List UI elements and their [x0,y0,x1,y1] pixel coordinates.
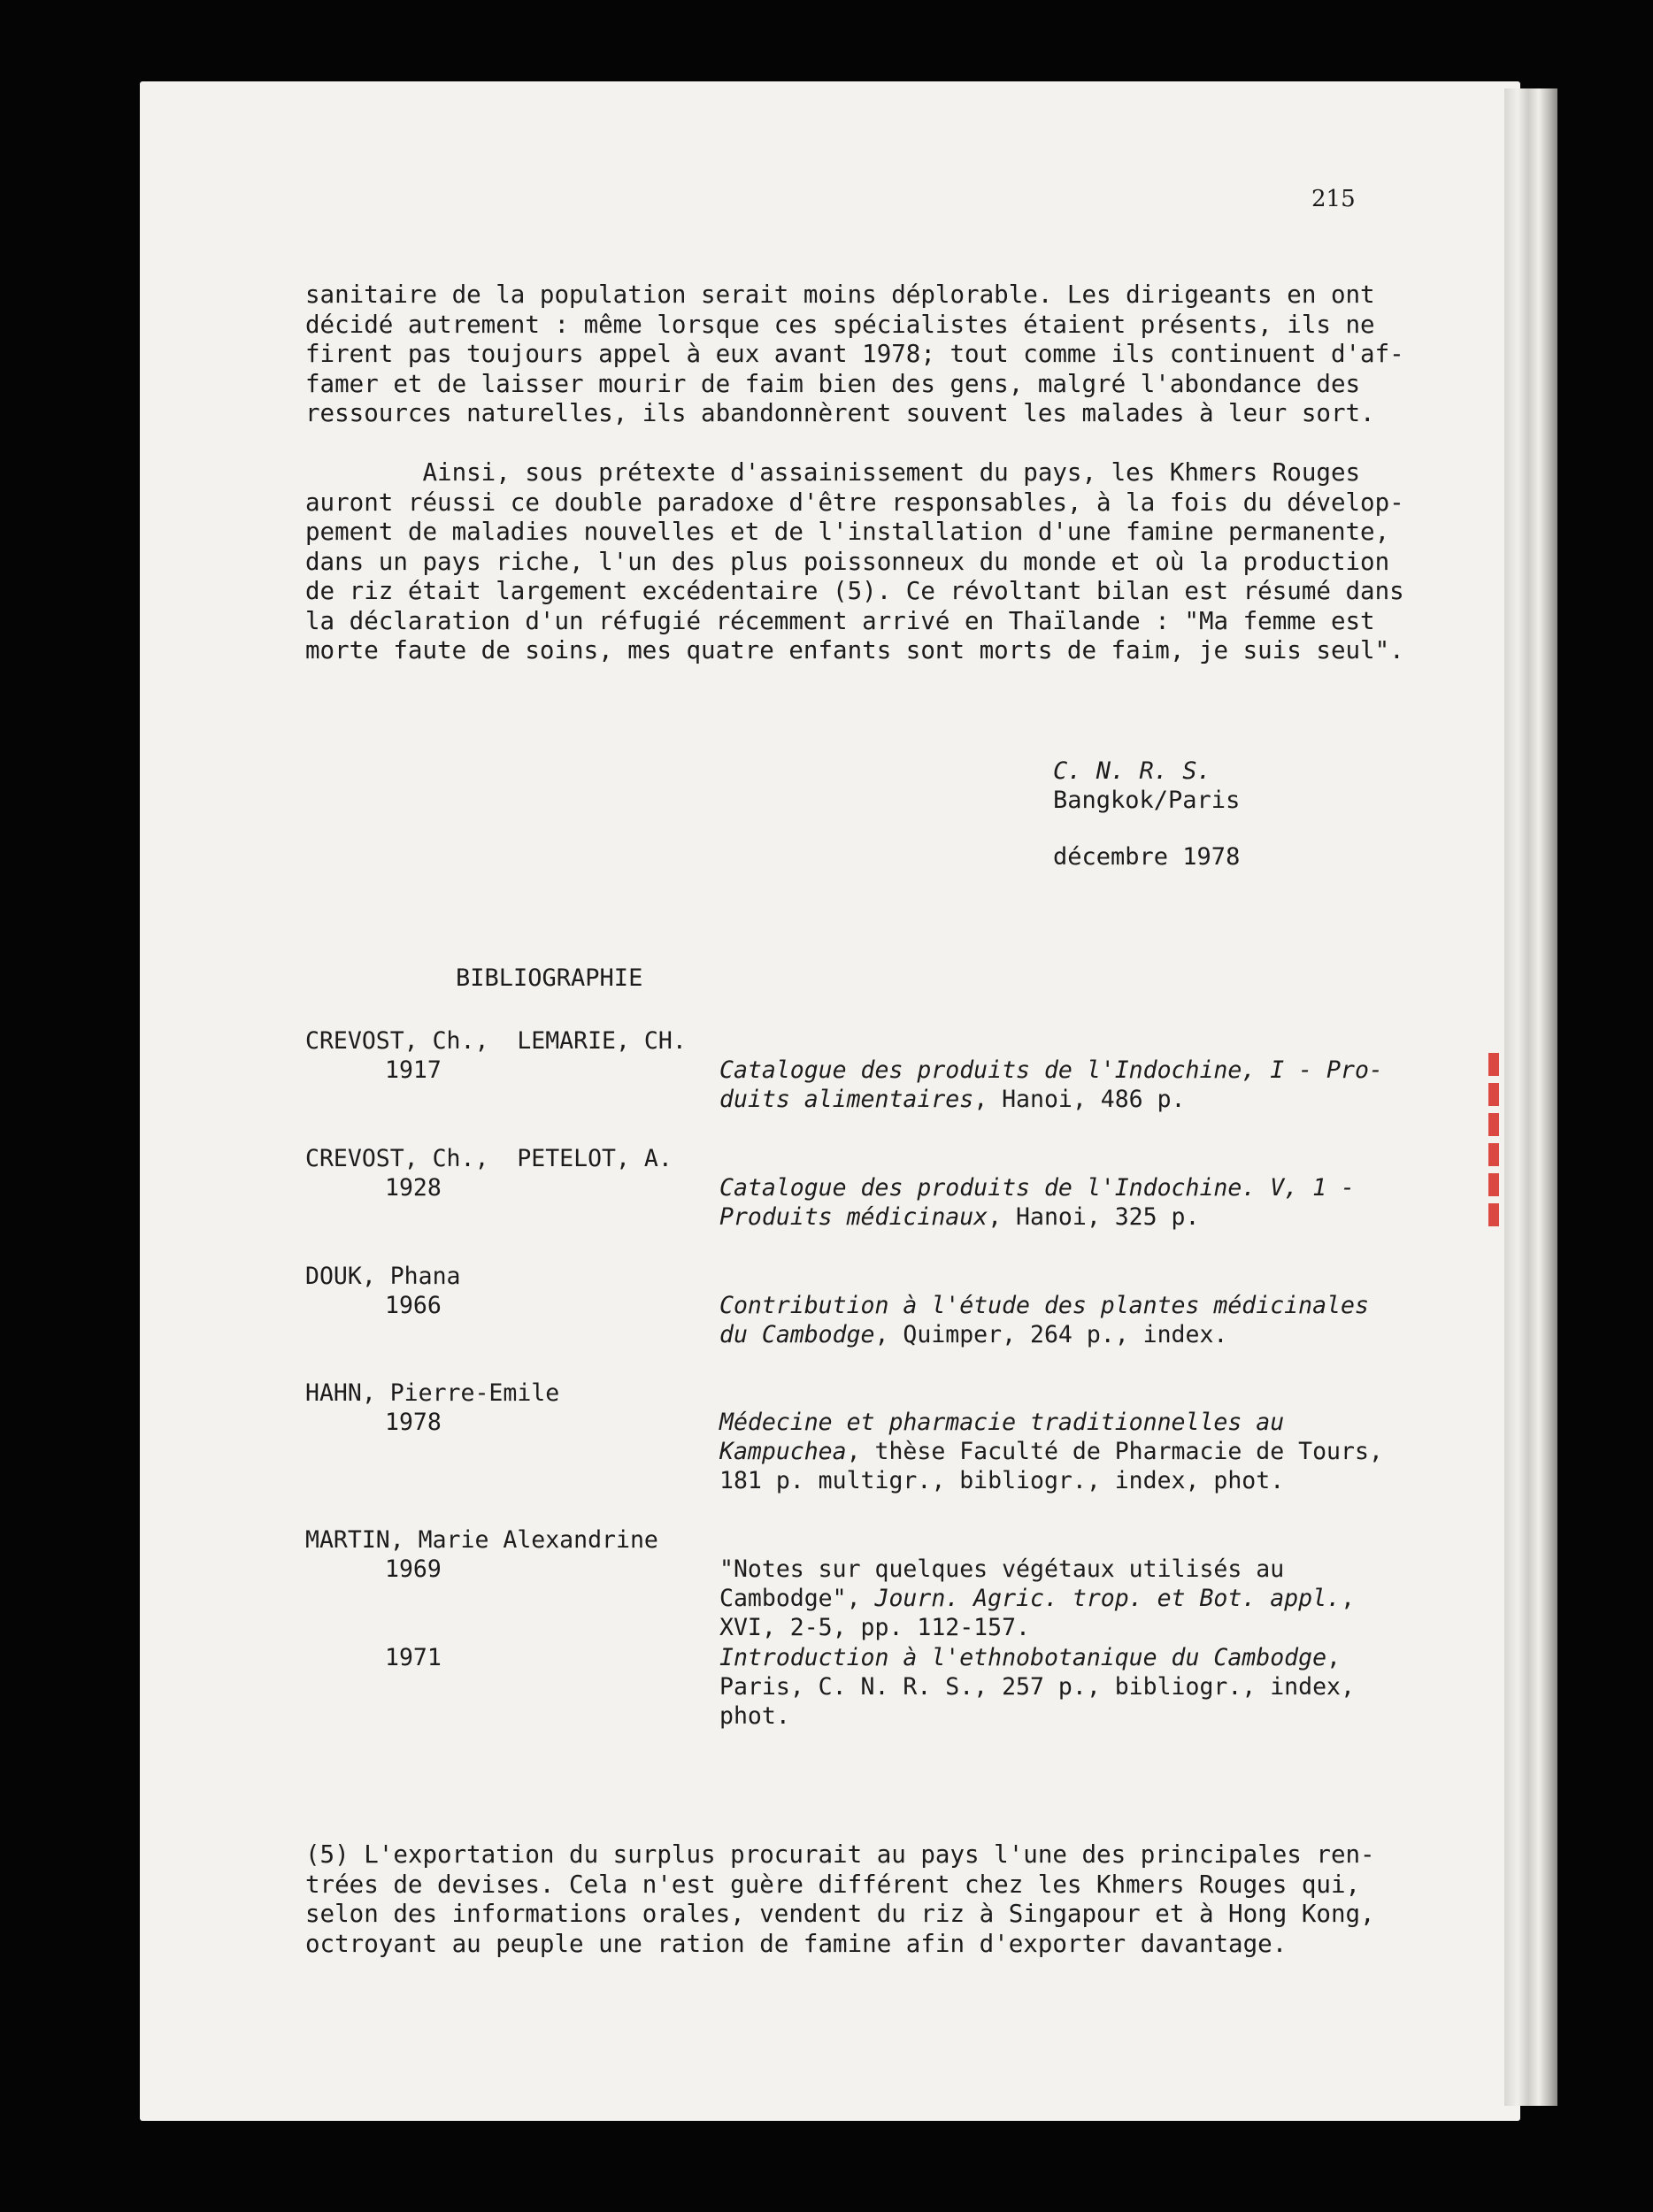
reference-line [719,1056,1419,1085]
body-paragraph-1 [305,280,1407,429]
footnote [305,1840,1407,1959]
entry-year: 1966 [385,1292,442,1319]
paragraph-line: pement de maladies nouvelles et de l'installation d'une famine permanente, [305,518,1390,546]
paragraph-line: famer et de laisser mourir de faim bien des gens, malgré l'abondance des [305,369,1361,398]
entry-year: 1969 [385,1555,442,1583]
entry-year: 1978 [385,1409,442,1436]
reference-text: , Hanoi, 325 p. [988,1203,1200,1231]
reference-line [719,1584,1419,1613]
page-stack-edge [1504,88,1557,2106]
paragraph-line: dans un pays riche, l'un des plus poissonneux du monde et où la production [305,547,1390,576]
bibliography-title: BIBLIOGRAPHIE [456,964,643,992]
reference-italic-text: duits alimentaires [719,1086,974,1113]
reference-line [719,1202,1419,1232]
reference-line [719,1437,1419,1466]
reference-text: 181 p. multigr., bibliogr., index, phot. [719,1467,1285,1494]
signature-org: C. N. R. S. [1053,757,1211,785]
reference-text: , Quimper, 264 p., index. [874,1321,1228,1348]
entry-author: MARTIN, Marie Alexandrine [305,1526,658,1554]
reference-italic-text: Médecine et pharmacie traditionnelles au [719,1409,1285,1436]
reference-text: phot. [719,1702,790,1730]
footnote-line: (5) L'exportation du surplus procurait au pays l'une des principales ren- [305,1840,1375,1869]
paragraph-line: morte faute de soins, mes quatre enfants sont morts de faim, je suis seul". [305,636,1404,664]
reference-line [719,1291,1419,1320]
reference-italic-text: Catalogue des produits de l'Indochine. V, 1 - [719,1174,1355,1202]
paragraph-line: décidé autrement : même lorsque ces spécialistes étaient présents, ils ne [305,310,1375,339]
entry-reference [719,1555,1419,1642]
reference-text: Cambodge", [719,1585,875,1612]
paragraph-line: sanitaire de la population serait moins déplorable. Les dirigeants en ont [305,280,1375,309]
page-number: 215 [1311,186,1356,212]
reference-italic-text: Kampuchea [719,1438,847,1465]
paragraph-line: auront réussi ce double paradoxe d'être responsables, à la fois du dévelop- [305,488,1404,517]
entry-reference [719,1291,1419,1349]
reference-line [719,1613,1419,1642]
entry-author: DOUK, Phana [305,1263,461,1290]
footnote-line: trées de devises. Cela n'est guère différent chez les Khmers Rouges qui, [305,1870,1361,1899]
footnote-line: selon des informations orales, vendent du riz à Singapour et à Hong Kong, [305,1900,1375,1928]
reference-line [719,1555,1419,1584]
reference-line [719,1320,1419,1349]
signature-date: décembre 1978 [1053,843,1241,871]
entry-reference [719,1408,1419,1495]
entry-year: 1971 [385,1644,442,1671]
reference-text: "Notes sur quelques végétaux utilisés au [719,1555,1285,1583]
reference-text: , Hanoi, 486 p. [973,1086,1186,1113]
reference-italic-text: Contribution à l'étude des plantes médicinales [719,1292,1369,1319]
reference-text: XVI, 2-5, pp. 112-157. [719,1614,1030,1641]
entry-reference [719,1056,1419,1114]
reference-italic-text: Journ. Agric. trop. et Bot. appl. [874,1585,1341,1612]
reference-text: , [1326,1644,1342,1671]
reference-italic-text: Introduction à l'ethnobotanique du Cambodge [719,1644,1327,1671]
paragraph-line: Ainsi, sous prétexte d'assainissement du pays, les Khmers Rouges [305,458,1361,487]
entry-author: HAHN, Pierre-Emile [305,1379,560,1407]
entry-author: CREVOST, Ch., PETELOT, A. [305,1145,673,1172]
footnote-line: octroyant au peuple une ration de famine afin d'exporter davantage. [305,1929,1288,1958]
entry-reference [719,1173,1419,1232]
body-paragraph-2 [305,458,1407,666]
reference-line [719,1173,1419,1202]
signature-place: Bangkok/Paris [1053,787,1241,814]
paragraph-line: la déclaration d'un réfugié récemment arrivé en Thaïlande : "Ma femme est [305,606,1375,635]
reference-line [719,1085,1419,1114]
reference-italic-text: Produits médicinaux [719,1203,988,1231]
reference-italic-text: du Cambodge [719,1321,875,1348]
reference-line [719,1672,1419,1701]
reference-italic-text: Catalogue des produits de l'Indochine, I - Pro- [719,1056,1383,1084]
reference-line [719,1643,1419,1672]
entry-year: 1928 [385,1174,442,1202]
paragraph-line: ressources naturelles, ils abandonnèrent souvent les malades à leur sort. [305,399,1375,427]
reference-line [719,1701,1419,1731]
reference-text: , [1341,1585,1355,1612]
entry-reference [719,1643,1419,1731]
library-stamp-mark [1488,1053,1499,1230]
reference-line [719,1466,1419,1495]
entry-year: 1917 [385,1056,442,1084]
reference-text: , thèse Faculté de Pharmacie de Tours, [846,1438,1383,1465]
paragraph-line: firent pas toujours appel à eux avant 1978; tout comme ils continuent d'af- [305,340,1404,368]
reference-text: Paris, C. N. R. S., 257 p., bibliogr., index, [719,1673,1355,1701]
reference-line [719,1408,1419,1437]
entry-author: CREVOST, Ch., LEMARIE, CH. [305,1027,687,1055]
paragraph-line: de riz était largement excédentaire (5). Ce révoltant bilan est résumé dans [305,577,1404,605]
